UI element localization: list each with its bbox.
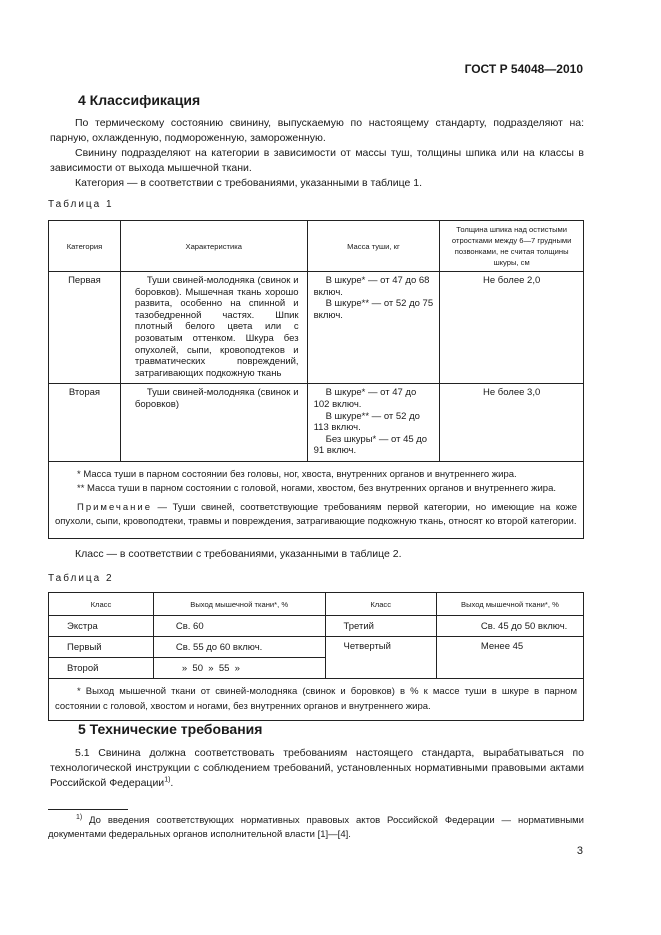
column-header: Класс bbox=[49, 593, 154, 616]
category-cell: Первая bbox=[49, 272, 121, 384]
table-1-caption: Таблица 1 bbox=[48, 199, 114, 210]
column-header: Характеристика bbox=[120, 221, 307, 272]
table-2-caption: Таблица 2 bbox=[48, 573, 114, 584]
footnote: * Масса туши в парном состоянии без головы, ног, хвоста, внутренних органов и внутреннего жира. bbox=[77, 468, 517, 480]
note-text: — Туши свиней, соответствующие требованиям первой категории, но имеющие на коже опухоли, сыпи, кровоподтеки, травмы и повреждения, затрагивающие подкожную ткань, относят ко второй категории. bbox=[55, 501, 577, 528]
class-cell: Третий bbox=[325, 616, 436, 637]
class-paragraph: Класс — в соответствии с требованиями, указанными в таблице 2. bbox=[75, 548, 402, 560]
characteristic-cell: Туши свиней-молодняка (свинок и боровков). Мышечная ткань хорошо развита, особенно на спинной и тазобедренной частях. Шпик плотный белого цвета или с розоватым оттенком. Шкура без опухолей, сыпи, кровоподтеков и травматических повреждений, затрагивающих подкожную ткань bbox=[120, 272, 307, 384]
table-header-row bbox=[49, 593, 584, 616]
paragraph: По термическому состоянию свинину, выпускаемую по настоящему стандарту, подразделяют на: парную, охлажденную, подмороженную, замороженную. bbox=[50, 117, 584, 144]
column-header: Выход мышечной ткани*, % bbox=[436, 593, 583, 616]
section-5-title: 5 Технические требования bbox=[78, 721, 263, 737]
section-4-title: 4 Классификация bbox=[78, 92, 201, 108]
section-5-body bbox=[50, 746, 584, 791]
class-cell: Экстра bbox=[49, 616, 154, 637]
column-header: Выход мышечной ткани*, % bbox=[153, 593, 325, 616]
column-header: Масса туши, кг bbox=[307, 221, 440, 272]
class-cell: Четвертый bbox=[325, 637, 436, 679]
mass-cell: В шкуре* — от 47 до 102 включ. В шкуре** — от 52 до 113 включ. Без шкуры* — от 45 до 91 включ. bbox=[307, 384, 440, 462]
footnote: ** Масса туши в парном состоянии с головой, ногами, хвостом, без внутренних органов и внутреннего жира. bbox=[77, 483, 557, 495]
document-header: ГОСТ Р 54048—2010 bbox=[464, 62, 583, 76]
characteristic-cell: Туши свиней-молодняка (свинок и боровков) bbox=[120, 384, 307, 462]
table-footnote-row bbox=[49, 679, 584, 721]
paragraph: 5.1 Свинина должна соответствовать требованиям настоящего стандарта, вырабатываться по технологической инструкции с соблюдением требований, установленных нормативными правовыми актами Российской Федерации$^{1)}$. bbox=[50, 747, 584, 789]
table-note bbox=[55, 501, 577, 530]
paragraph: Свинину подразделяют на категории в зависимости от массы туш, толщины шпика или на классы в зависимости от выхода мышечной ткани. bbox=[50, 147, 584, 174]
footnote-ref: 1) bbox=[164, 776, 171, 784]
footnote-text: До введения соответствующих нормативных правовых актов Российской Федерации — нормативными документами федеральных органов исполнительной власти [1]—[4]. bbox=[48, 815, 584, 840]
yield-cell: » 50 » 55 » bbox=[153, 658, 325, 679]
footnote-separator bbox=[48, 809, 128, 810]
note-label: Примечание bbox=[77, 501, 152, 513]
page-number: 3 bbox=[576, 845, 583, 857]
yield-cell: Св. 45 до 50 включ. bbox=[436, 616, 583, 637]
yield-cell: Менее 45 bbox=[436, 637, 583, 679]
fat-thickness-cell: Не более 2,0 bbox=[440, 272, 584, 384]
paragraph: Категория — в соответствии с требованиями, указанными в таблице 1. bbox=[75, 177, 422, 189]
class-cell: Первый bbox=[49, 637, 154, 658]
fat-thickness-cell: Не более 3,0 bbox=[440, 384, 584, 462]
mass-cell: В шкуре* — от 47 до 68 включ. В шкуре** — от 52 до 75 включ. bbox=[307, 272, 440, 384]
table-row bbox=[49, 616, 584, 637]
table-notes bbox=[49, 461, 584, 538]
page-footnote bbox=[48, 814, 584, 841]
table-row bbox=[49, 384, 584, 462]
section-4-body bbox=[50, 116, 584, 191]
yield-cell: Св. 55 до 60 включ. bbox=[153, 637, 325, 658]
table-footnote: * Выход мышечной ткани от свиней-молодняка (свинок и боровков) в % к массе туши в шкуре в парном состоянии с головой, хвостом и ногами, без внутренних органов и внутреннего жира. bbox=[49, 679, 584, 721]
column-header: Класс bbox=[325, 593, 436, 616]
column-header: Толщина шпика над остистыми отростками между 6—7 грудными позвонками, не считая толщины шкуры, см bbox=[440, 221, 584, 272]
yield-cell: Св. 60 bbox=[153, 616, 325, 637]
table-notes-row bbox=[49, 461, 584, 538]
column-header: Категория bbox=[49, 221, 121, 272]
table-2 bbox=[48, 592, 584, 721]
table-header-row bbox=[49, 221, 584, 272]
table-row bbox=[49, 272, 584, 384]
table-row bbox=[49, 637, 584, 658]
category-cell: Вторая bbox=[49, 384, 121, 462]
table-1 bbox=[48, 220, 584, 539]
footnote-mark: 1) bbox=[76, 813, 83, 821]
class-cell: Второй bbox=[49, 658, 154, 679]
